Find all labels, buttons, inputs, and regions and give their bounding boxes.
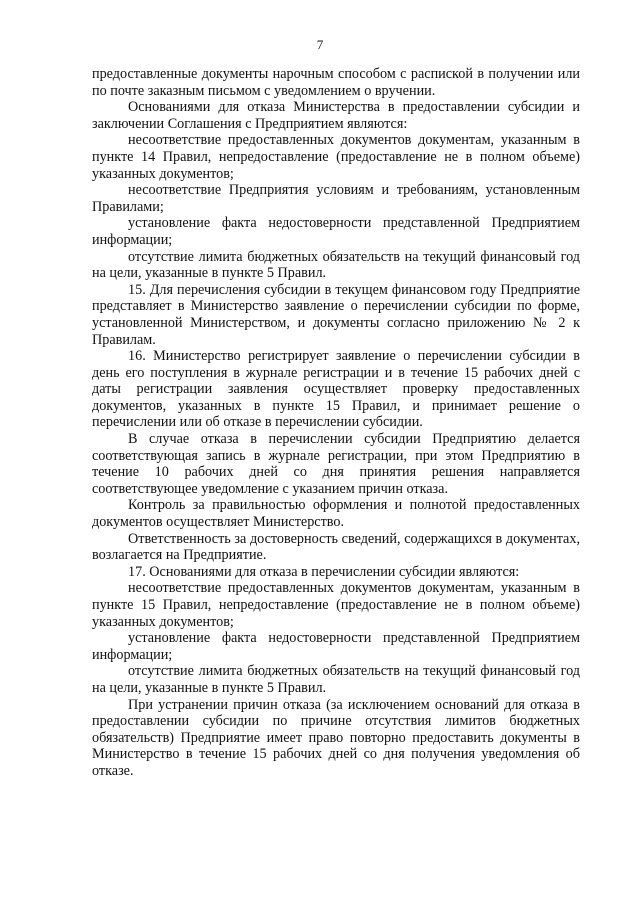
paragraph-responsibility: Ответственность за достоверность сведений, содержащихся в документах, возлагается на Предприятие. <box>92 530 580 564</box>
paragraph-grounds-item-requirements: несоответствие Предприятия условиям и требованиям, установленным Правилами; <box>92 182 580 215</box>
paragraph-resubmission: При устранении причин отказа (за исключением оснований для отказа в предоставлении субсидии по причине отсутствия лимитов бюджетных обязательств) Предприятие имеет право повторно предоставить документы в Министерство в течение 15 рабочих дней со дня получения уведомления об отказе. <box>92 696 580 779</box>
paragraph-refusal-notice: В случае отказа в перечислении субсидии Предприятию делается соответствующая запись в журнале регистрации, при этом Предприятию в течение 10 рабочих дней со дня принятия решения направляется соответствующее уведомление с указанием причин отказа. <box>92 431 580 497</box>
paragraph-control: Контроль за правильностью оформления и полнотой предоставленных документов осуществляет Министерство. <box>92 497 580 531</box>
paragraph-item-17: 17. Основаниями для отказа в перечислении субсидии являются: <box>128 563 520 580</box>
paragraph-continuation: предоставленные документы нарочным способом с распиской в получении или по почте заказным письмом с уведомлением о вручении. <box>92 66 580 99</box>
paragraph-item-16: 16. Министерство регистрирует заявление о перечислении субсидии в день его поступления в журнале регистрации и в течение 15 рабочих дней с даты регистрации заявления осуществляет проверку предоставленных документов, указанных в пункте 15 Правил, и принимает решение о перечислении или об отказе в перечислении субсидии. <box>92 348 580 431</box>
paragraph-item-15: 15. Для перечисления субсидии в текущем финансовом году Предприятие представляет в Министерство заявление о перечислении субсидии по форме, установленной Министерством, и документы согласно приложению № 2 к Правилам. <box>92 281 580 348</box>
paragraph-grounds-item-false-info: установление факта недостоверности представленной Предприятием информации; <box>92 215 580 248</box>
paragraph-item-17-false-info: установление факта недостоверности представленной Предприятием информации; <box>92 630 580 663</box>
paragraph-grounds-item-budget-limit: отсутствие лимита бюджетных обязательств на текущий финансовый год на цели, указанные в пункте 5 Правил. <box>92 248 580 282</box>
paragraph-item-17-documents: несоответствие предоставленных документов документам, указанным в пункте 15 Правил, непредоставление (предоставление не в полном объеме) указанных документов; <box>92 580 580 630</box>
paragraph-item-17-budget-limit: отсутствие лимита бюджетных обязательств на текущий финансовый год на цели, указанные в пункте 5 Правил. <box>92 663 580 696</box>
page-number: 7 <box>316 37 324 52</box>
paragraph-grounds-refusal-intro: Основаниями для отказа Министерства в предоставлении субсидии и заключении Соглашения с Предприятием являются: <box>92 99 580 132</box>
document-body <box>92 66 580 780</box>
paragraph-grounds-item-documents: несоответствие предоставленных документов документам, указанным в пункте 14 Правил, непредоставление (предоставление не в полном объеме) указанных документов; <box>92 132 580 182</box>
